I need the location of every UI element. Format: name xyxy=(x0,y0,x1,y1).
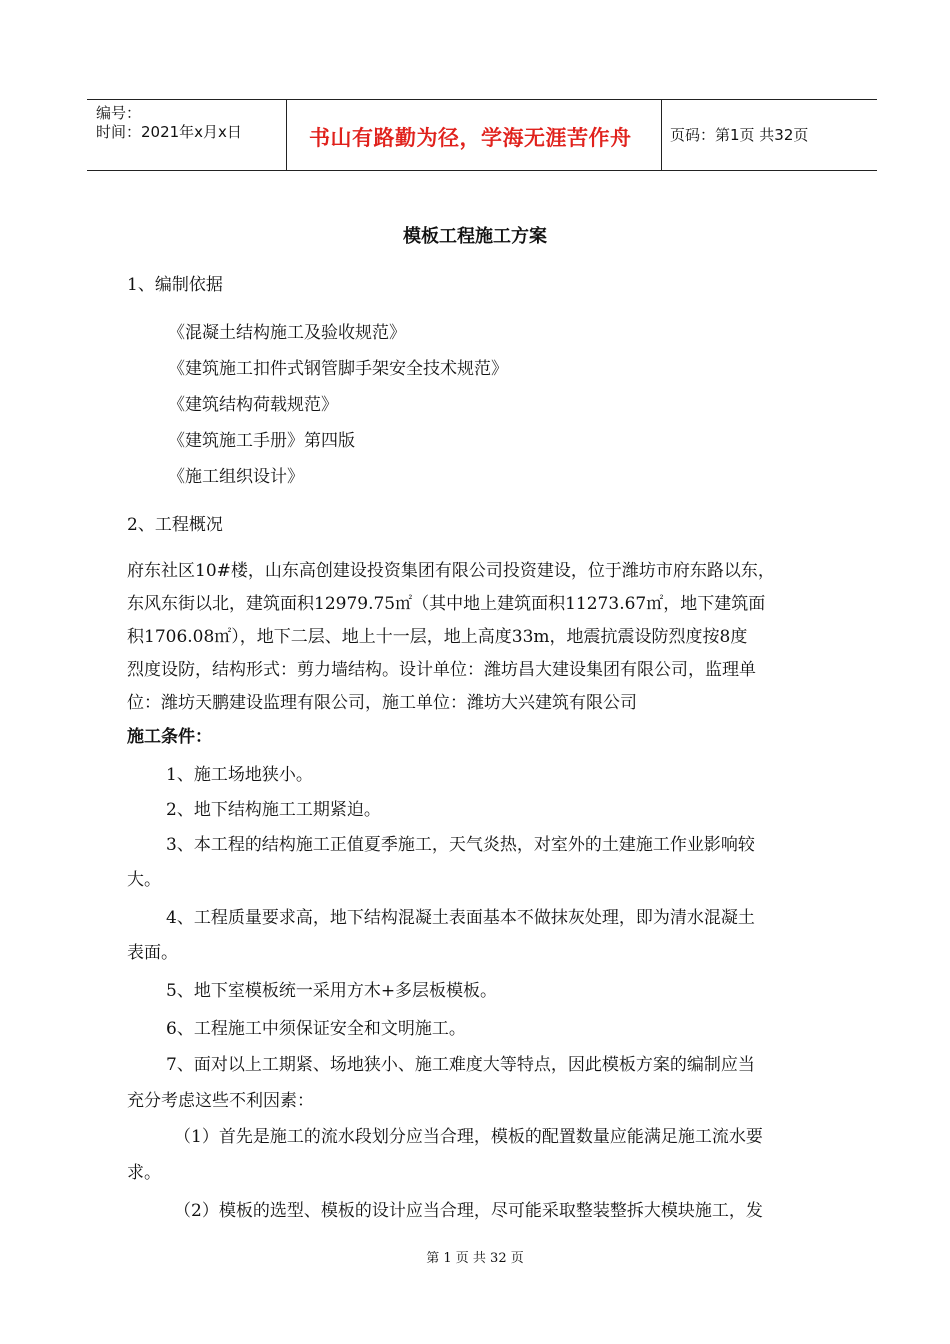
condition-line: 1、施工场地狭小。 xyxy=(166,765,313,785)
condition-line: 6、工程施工中须保证安全和文明施工。 xyxy=(166,1019,466,1039)
condition-line: 7、面对以上工期紧、场地狭小、施工难度大等特点，因此模板方案的编制应当 xyxy=(166,1055,755,1075)
overview-line: 东风东街以北，建筑面积12979.75㎡（其中地上建筑面积11273.67㎡，地下建筑面 xyxy=(127,594,766,614)
overview-line: 烈度设防，结构形式：剪力墙结构。设计单位：潍坊昌大建设集团有限公司，监理单 xyxy=(127,660,756,680)
condition-line: 3、本工程的结构施工正值夏季施工，天气炎热，对室外的土建施工作业影响较 xyxy=(166,835,755,855)
header-motto: 书山有路勤为径，学海无涯苦作舟 xyxy=(309,126,632,150)
document-title: 模板工程施工方案 xyxy=(403,226,547,247)
header-page-code: 页码：第1页 共32页 xyxy=(670,126,809,144)
reference-item: 《建筑施工扣件式钢管脚手架安全技术规范》 xyxy=(168,359,508,379)
condition-line: （2）模板的选型、模板的设计应当合理，尽可能采取整装整拆大模块施工，发 xyxy=(174,1201,763,1221)
condition-line: 大。 xyxy=(127,870,161,890)
condition-line: 5、地下室模板统一采用方木+多层板模板。 xyxy=(166,981,498,1001)
condition-line: 表面。 xyxy=(127,943,178,963)
header-table xyxy=(87,99,877,171)
page-footer: 第 1 页 共 32 页 xyxy=(426,1251,524,1266)
header-motto-cell xyxy=(287,100,662,170)
condition-line: 4、工程质量要求高，地下结构混凝土表面基本不做抹灰处理，即为清水混凝土 xyxy=(166,908,755,928)
header-info-cell xyxy=(87,100,287,170)
overview-line: 位：潍坊天鹏建设监理有限公司，施工单位：潍坊大兴建筑有限公司 xyxy=(127,693,637,713)
reference-item: 《施工组织设计》 xyxy=(168,467,304,487)
condition-line: 充分考虑这些不利因素： xyxy=(127,1091,314,1111)
conditions-heading: 施工条件： xyxy=(127,727,212,747)
condition-line: 2、地下结构施工工期紧迫。 xyxy=(166,800,381,820)
document-number-label: 编号： xyxy=(96,104,142,122)
condition-line: 求。 xyxy=(127,1163,161,1183)
reference-item: 《建筑施工手册》第四版 xyxy=(168,431,355,451)
reference-item: 《建筑结构荷载规范》 xyxy=(168,395,338,415)
document-time-label: 时间：2021年x月x日 xyxy=(96,123,242,141)
overview-line: 府东社区10#楼，山东高创建设投资集团有限公司投资建设，位于潍坊市府东路以东， xyxy=(127,561,775,581)
section-heading-overview: 2、工程概况 xyxy=(127,515,223,535)
condition-line: （1）首先是施工的流水段划分应当合理，模板的配置数量应能满足施工流水要 xyxy=(174,1127,763,1147)
section-heading-basis: 1、编制依据 xyxy=(127,275,223,295)
header-page-cell xyxy=(662,100,877,170)
overview-line: 积1706.08㎡），地下二层、地上十一层，地上高度33m，地震抗震设防烈度按8度 xyxy=(127,627,748,647)
reference-item: 《混凝土结构施工及验收规范》 xyxy=(168,323,406,343)
